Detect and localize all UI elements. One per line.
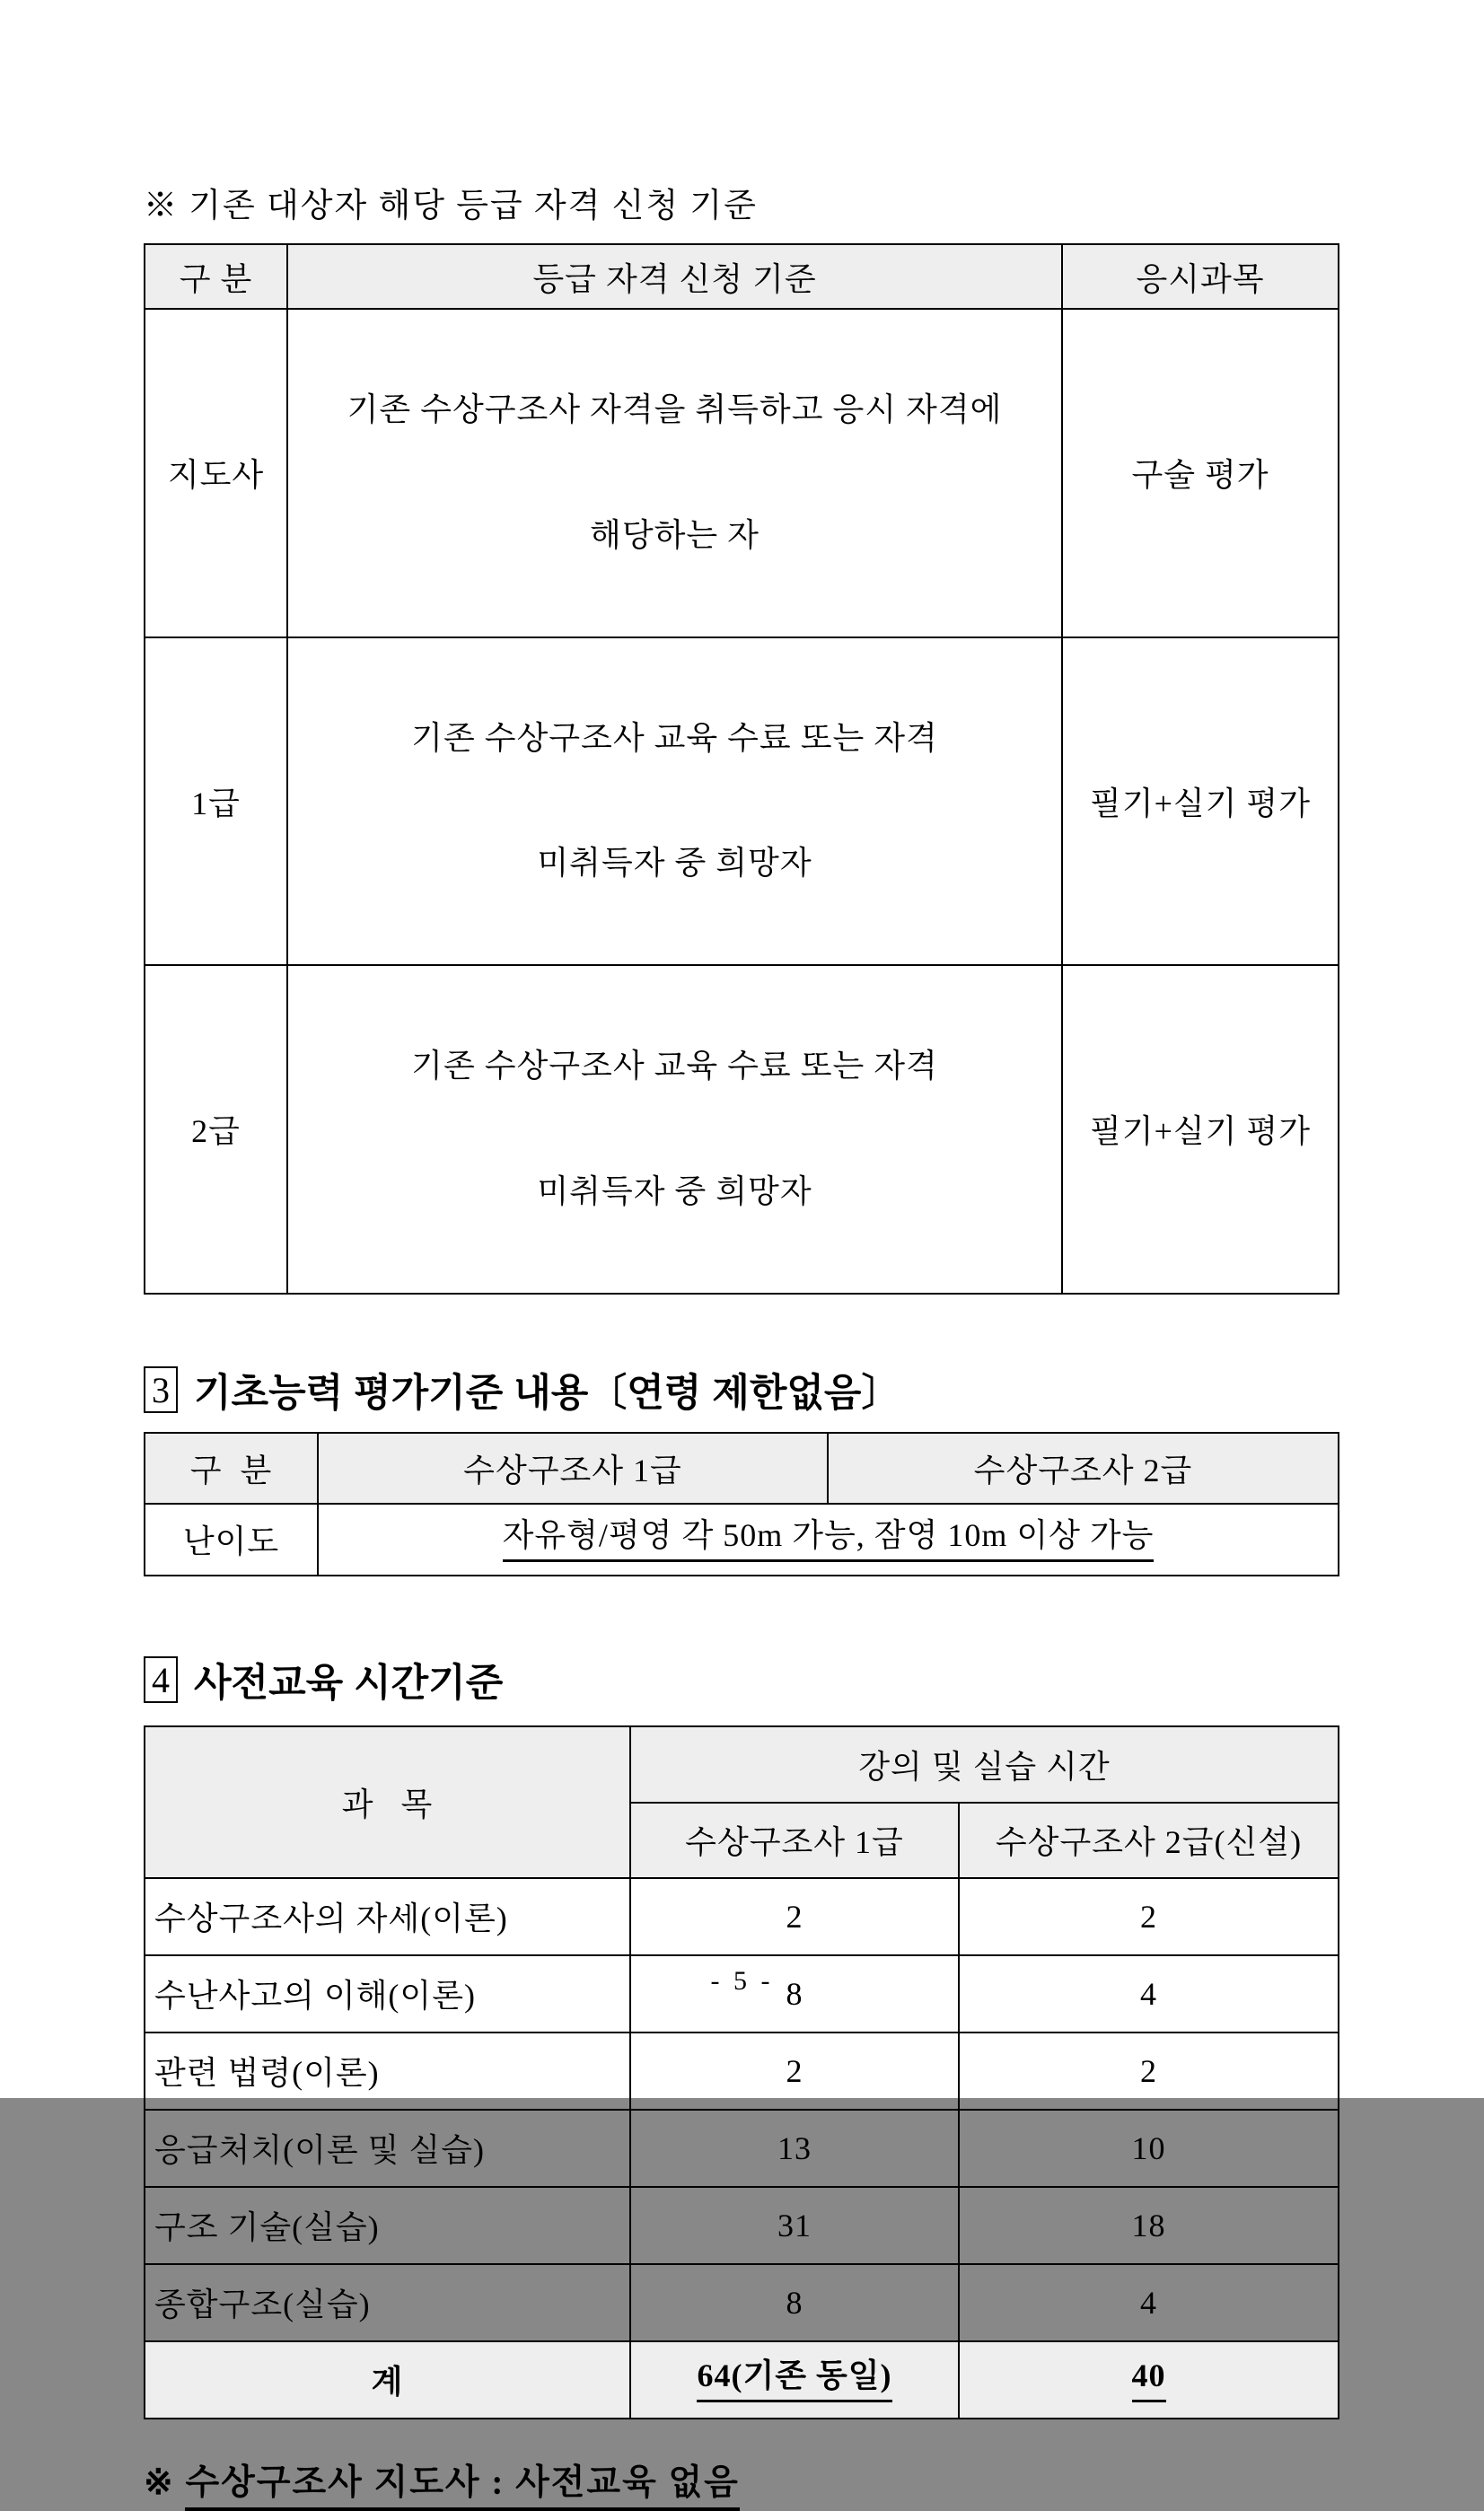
table3-header-grade1: 수상구조사 1급 — [630, 1803, 959, 1878]
table-row — [145, 309, 1339, 637]
table-row — [145, 2264, 1339, 2341]
criteria-line: 해당하는 자 — [590, 516, 760, 553]
total-grade2-cell — [959, 2341, 1339, 2419]
criteria-cell — [287, 637, 1062, 966]
subject-name-cell: 종합구조(실습) — [145, 2264, 630, 2341]
criteria-cell — [287, 309, 1062, 637]
table3-header-grade2: 수상구조사 2급(신설) — [959, 1803, 1339, 1878]
total-grade1-value: 64(기존 동일) — [697, 2357, 891, 2402]
hours-grade1-cell: 2 — [630, 2033, 959, 2110]
document-content — [144, 0, 1338, 2511]
grade-cell: 2급 — [145, 965, 287, 1294]
subject-cell: 필기+실기 평가 — [1062, 637, 1339, 966]
criteria-cell — [287, 965, 1062, 1294]
table-row — [145, 2187, 1339, 2264]
section-number-box: 3 — [144, 1366, 178, 1413]
difficulty-label-cell: 난이도 — [145, 1504, 318, 1576]
section-pre-education-title — [144, 1653, 1338, 1708]
total-label-cell: 계 — [145, 2341, 630, 2419]
table3-header-row-top — [145, 1726, 1339, 1803]
leader-no-education-footnote — [144, 2463, 1338, 2511]
subject-name-cell: 수난사고의 이해(이론) — [145, 1955, 630, 2033]
criteria-line: 기존 수상구조사 자격을 취득하고 응시 자격에 — [347, 391, 1003, 427]
table1-header-criteria: 등급 자격 신청 기준 — [287, 244, 1062, 309]
hours-grade2-cell: 10 — [959, 2110, 1339, 2187]
note-title-text: 기존 대상자 해당 등급 자격 신청 기준 — [189, 188, 758, 224]
table2-header-grade2: 수상구조사 2급 — [828, 1433, 1339, 1504]
section-title-text: 사전교육 시간기준 — [194, 1661, 504, 1705]
table-row — [145, 1504, 1339, 1576]
criteria-line: 기존 수상구조사 교육 수료 또는 자격 — [411, 719, 938, 756]
table2-header-category: 구 분 — [145, 1433, 318, 1504]
table-row — [145, 2110, 1339, 2187]
grade-cell: 1급 — [145, 637, 287, 966]
table-row — [145, 2033, 1339, 2110]
footnote-text: 수상구조사 지도사 : 사전교육 없음 — [185, 2463, 739, 2511]
criteria-line: 미취득자 중 희망자 — [537, 1172, 812, 1209]
table-row — [145, 637, 1339, 966]
subject-name-cell: 수상구조사의 자세(이론) — [145, 1878, 630, 1955]
hours-grade1-cell: 31 — [630, 2187, 959, 2264]
difficulty-value-cell — [318, 1504, 1339, 1576]
grade-cell: 지도사 — [145, 309, 287, 637]
hours-grade1-cell: 8 — [630, 2264, 959, 2341]
table3-header-subject: 과 목 — [145, 1726, 630, 1878]
hours-grade2-cell: 2 — [959, 1878, 1339, 1955]
page-number: - 5 - — [710, 1966, 774, 1996]
total-grade1-cell — [630, 2341, 959, 2419]
section-title-text: 기초능력 평가기준 내용〔연령 제한없음〕 — [194, 1371, 900, 1415]
table-row — [145, 1878, 1339, 1955]
table2-header-row — [145, 1433, 1339, 1504]
pre-education-hours-table — [144, 1725, 1339, 2419]
table3-header-hours-group: 강의 및 실습 시간 — [630, 1726, 1339, 1803]
difficulty-value-text: 자유형/평영 각 50m 가능, 잠영 10m 이상 가능 — [503, 1517, 1155, 1562]
section-number-box: 4 — [144, 1656, 178, 1703]
basic-ability-criteria-table — [144, 1432, 1339, 1576]
subject-cell: 구술 평가 — [1062, 309, 1339, 637]
hours-grade2-cell: 2 — [959, 2033, 1339, 2110]
reference-mark: ※ — [144, 188, 179, 224]
hours-grade2-cell: 18 — [959, 2187, 1339, 2264]
subject-name-cell: 구조 기술(실습) — [145, 2187, 630, 2264]
grade-application-criteria-table — [144, 243, 1339, 1295]
subject-cell: 필기+실기 평가 — [1062, 965, 1339, 1294]
subject-name-cell: 응급처치(이론 및 실습) — [145, 2110, 630, 2187]
hours-grade2-cell: 4 — [959, 1955, 1339, 2033]
existing-applicant-note-title — [144, 0, 1338, 226]
total-grade2-value: 40 — [1132, 2357, 1166, 2402]
table1-header-row — [145, 244, 1339, 309]
hours-grade1-cell: 13 — [630, 2110, 959, 2187]
hours-grade2-cell: 4 — [959, 2264, 1339, 2341]
table1-header-category: 구 분 — [145, 244, 287, 309]
table-row — [145, 965, 1339, 1294]
table1-header-subject: 응시과목 — [1062, 244, 1339, 309]
table2-header-grade1: 수상구조사 1급 — [318, 1433, 828, 1504]
hours-grade1-cell: 2 — [630, 1878, 959, 1955]
criteria-line: 미취득자 중 희망자 — [537, 845, 812, 882]
table-total-row — [145, 2341, 1339, 2419]
criteria-line: 기존 수상구조사 교육 수료 또는 자격 — [411, 1048, 938, 1084]
subject-name-cell: 관련 법령(이론) — [145, 2033, 630, 2110]
reference-mark: ※ — [144, 2463, 175, 2502]
section-basic-ability-title — [144, 1363, 1338, 1418]
hours-grade1-cell: 8 — [630, 1955, 959, 2033]
